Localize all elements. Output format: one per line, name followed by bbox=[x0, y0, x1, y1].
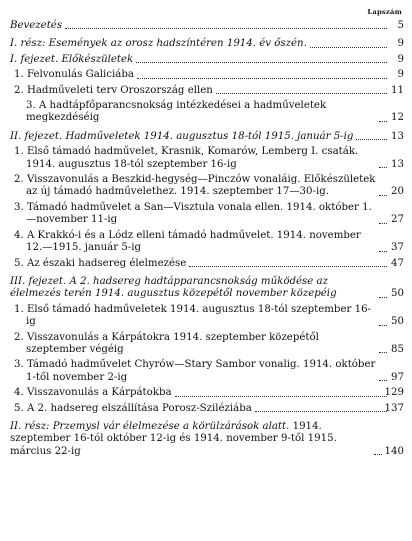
page-column-label: Lapszám bbox=[367, 8, 402, 16]
toc-subentry bbox=[10, 304, 404, 329]
toc-subentry bbox=[10, 85, 404, 97]
toc-subentry bbox=[10, 387, 404, 399]
toc-entry-title: 3. Támadó hadművelet a San—Visztula vonala ellen. 1914. október 1.—november 11-ig bbox=[14, 201, 372, 226]
toc-entry-title: 1. Felvonulás Galiciába bbox=[14, 69, 134, 81]
leader-dots bbox=[379, 324, 387, 326]
toc-subentry bbox=[10, 146, 404, 171]
toc-entry-title bbox=[10, 421, 371, 458]
toc-entry-title: 5. Az északi hadsereg élelmezése bbox=[14, 257, 187, 269]
leader-dots bbox=[379, 250, 387, 252]
toc-subentry bbox=[10, 258, 404, 270]
toc-entry-page: 27 bbox=[391, 214, 404, 226]
leader-dots bbox=[310, 46, 387, 48]
toc-entry-title: 4. A Krakkó-i és a Lódz elleni támadó hadművelet. 1914. november 12.—1915. január 5-ig bbox=[14, 229, 361, 254]
toc-entry-page: 11 bbox=[391, 84, 404, 96]
toc-entry-introduction bbox=[10, 20, 404, 32]
leader-dots bbox=[374, 453, 382, 455]
leader-dots bbox=[65, 27, 387, 29]
toc-entry-title: 2. Hadműveleti terv Oroszország ellen bbox=[14, 84, 213, 96]
toc-entry-title: 1. Első támadó hadműveletek 1914. augusztus 18-tól szeptember 16-ig bbox=[14, 303, 371, 328]
toc-entry-page: 13 bbox=[391, 158, 404, 170]
toc-entry-page: 129 bbox=[384, 387, 404, 399]
toc-subentry bbox=[10, 359, 404, 384]
leader-dots bbox=[255, 410, 387, 412]
leader-dots bbox=[379, 379, 387, 381]
toc-subentry bbox=[10, 69, 404, 81]
toc-entry-page: 140 bbox=[384, 445, 404, 457]
toc-subentry bbox=[10, 100, 404, 125]
toc-entry-title: II. fejezet. Hadműveletek 1914. augusztus 18-tól 1915. január 5-ig bbox=[10, 130, 354, 142]
toc-entry-page: 9 bbox=[397, 38, 404, 50]
toc-entry-page: 85 bbox=[391, 343, 404, 355]
toc-entry-page: 9 bbox=[397, 69, 404, 81]
leader-dots bbox=[216, 92, 387, 94]
leader-dots bbox=[137, 77, 387, 79]
toc-entry-page: 13 bbox=[391, 130, 404, 142]
toc-entry-title: 3. Támadó hadművelet Chyrów—Stary Sambor vonalig. 1914. október 1-től november 2-ig bbox=[14, 359, 376, 383]
leader-dots bbox=[379, 351, 387, 353]
toc-entry-title: 2. Visszavonulás a Kárpátokra 1914. szeptember közepétől szeptember végéig bbox=[14, 331, 319, 355]
toc-entry-chapter-1 bbox=[10, 54, 404, 66]
toc-entry-title: 5. A 2. hadsereg elszállítása Porosz-Sziléziába bbox=[14, 402, 252, 414]
toc-entry-page: 37 bbox=[391, 242, 404, 254]
toc-entry-part-2 bbox=[10, 421, 404, 458]
toc-entry-title: 3. A hadtápfőparancsnokság intézkedései a hadműveletek megkezdéséig bbox=[26, 100, 327, 124]
toc-entry-page: 9 bbox=[397, 53, 404, 65]
toc-entry-page: 50 bbox=[391, 288, 404, 300]
toc-entry-title: 2. Visszavonulás a Beszkid-hegység—Pinczów vonaláig. Előkészületek az új támadó hadművelethez. 1914. szeptember 17—30-ig. bbox=[14, 174, 376, 198]
toc-subentry bbox=[10, 230, 404, 255]
toc-entry-part-1 bbox=[10, 38, 404, 50]
toc-subentry bbox=[10, 332, 404, 357]
leader-dots bbox=[379, 166, 387, 168]
toc-entry-title: Bevezetés bbox=[10, 20, 63, 31]
toc-entry-title: I. fejezet. Előkészületek bbox=[10, 53, 134, 65]
toc-entry-title: 4. Visszavonulás a Kárpátokba bbox=[14, 387, 172, 399]
toc-entry-page: 47 bbox=[391, 257, 404, 269]
toc-entry-chapter-2 bbox=[10, 131, 404, 143]
leader-dots bbox=[356, 138, 387, 140]
leader-dots bbox=[136, 61, 387, 63]
leader-dots bbox=[379, 120, 387, 122]
toc-entry-page: 5 bbox=[397, 20, 404, 31]
toc-entry-page: 97 bbox=[391, 371, 404, 383]
toc-entry-page: 20 bbox=[391, 186, 404, 198]
leader-dots bbox=[189, 265, 387, 267]
leader-dots bbox=[175, 395, 387, 397]
toc-entry-title-italic: II. rész: Przemysl vár élelmezése a körülzárások alatt. bbox=[10, 420, 290, 432]
toc-entry-page: 12 bbox=[391, 112, 404, 124]
leader-dots bbox=[379, 194, 387, 196]
toc-entry-title-plain: 1914. szeptember 16-tól október 12-ig és 1914. november 9-től 1915. március 22-ig bbox=[10, 420, 337, 457]
toc-subentry bbox=[10, 403, 404, 415]
toc-entry-page: 137 bbox=[384, 402, 404, 414]
toc-entry-title: I. rész: Események az orosz hadszíntéren 1914. év őszén. bbox=[10, 38, 307, 50]
toc-entry-chapter-3 bbox=[10, 276, 404, 301]
toc-entry-title: 1. Első támadó hadművelet, Krasnik, Komarów, Lemberg I. csaták. 1914. augusztus 18-tól szeptember 16-ig bbox=[14, 146, 359, 170]
toc-entry-page: 50 bbox=[391, 316, 404, 328]
toc-entry-title: III. fejezet. A 2. hadsereg hadtápparancsnokság működése az élelmezés terén 1914. augusztus közepétől november közepéig bbox=[10, 275, 337, 300]
toc-subentry bbox=[10, 202, 404, 227]
toc-subentry bbox=[10, 174, 404, 199]
leader-dots bbox=[379, 296, 387, 298]
leader-dots bbox=[379, 222, 387, 224]
table-of-contents bbox=[10, 4, 404, 458]
